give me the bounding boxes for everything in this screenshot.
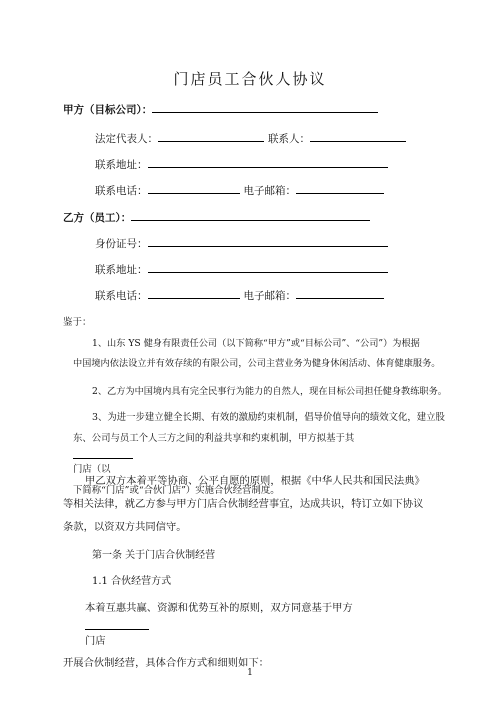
intro-line-3: 条款，以资双方共同信守。 xyxy=(63,521,187,533)
party-b-address-row xyxy=(95,262,388,277)
clause-1-line-2: 中国境内依法设立并有效存续的有限公司，公司主营业务为健身休闲活动、体育健康服务。 xyxy=(73,358,441,369)
clause-1-line-1: 1、山东 YS 健身有限责任公司（以下简称“甲方”或“目标公司”、“公司”）为根据 xyxy=(92,338,420,349)
party-b-label: 乙方（员工）： xyxy=(63,212,132,224)
party-b-email-blank xyxy=(296,288,384,299)
party-a-address-label: 联系地址： xyxy=(95,159,148,171)
intro-line-1: 甲乙双方本着平等协商、公平自愿的原则，根据《中华人民共和国民法典》 xyxy=(85,475,425,487)
page-number: 1 xyxy=(247,668,253,678)
party-b-address-blank xyxy=(148,262,388,273)
clause-3-line-3: 下简称“门店”或“合伙门店”）实施合伙经营制度。 xyxy=(73,485,280,496)
clause-2-line-1: 2、乙方为中国境内具有完全民事行为能力的自然人，现在目标公司担任健身教练职务。 xyxy=(92,386,447,397)
party-b-phone-blank xyxy=(148,288,240,299)
intro-line-2: 等相关法律，就乙方参与甲方门店合伙制经营事宜，达成共识，特订立如下协议 xyxy=(63,498,424,510)
party-b-id-row xyxy=(95,236,388,251)
intro-paragraph xyxy=(63,470,425,539)
party-b-email-label: 电子邮箱： xyxy=(243,290,296,302)
body-line-2: 开展合伙制经营，具体合作方式和细则如下： xyxy=(63,657,269,669)
party-a-address-blank xyxy=(148,157,388,168)
party-a-rep-blank xyxy=(158,131,264,142)
party-a-phone-blank xyxy=(148,183,240,194)
body-line-1-prefix: 本着互惠共赢、资源和优势互补的原则，双方同意基于甲方 xyxy=(85,602,353,614)
party-a-contact-blank xyxy=(310,131,406,142)
clause-1 xyxy=(73,334,441,374)
party-b-phone-row xyxy=(95,288,384,303)
body-line-1-suffix: 门店 xyxy=(85,635,106,647)
party-b-phone-label: 联系电话： xyxy=(95,290,148,302)
section-1-1-heading: 1.1 合伙经营方式 xyxy=(92,576,172,587)
section-1-1-body xyxy=(63,597,353,674)
clause-3-store-blank xyxy=(73,449,133,459)
party-a-row xyxy=(63,102,378,117)
whereas-heading: 鉴于： xyxy=(63,317,92,328)
party-a-rep-label: 法定代表人： xyxy=(95,133,158,145)
party-a-rep-row xyxy=(95,131,406,146)
clause-2 xyxy=(92,382,447,402)
party-a-label: 甲方（目标公司）： xyxy=(63,104,153,116)
party-a-name-blank xyxy=(152,102,378,113)
party-a-phone-label: 联系电话： xyxy=(95,185,148,197)
clause-3-line-1: 3、为进一步建立健全长期、有效的激励约束机制，倡导价值导向的绩效文化，建立股 xyxy=(92,412,445,423)
party-b-id-blank xyxy=(148,236,388,247)
party-a-contact-label: 联系人： xyxy=(268,133,310,145)
agreement-title: 门店员工合伙人协议 xyxy=(173,70,327,88)
article-1-heading: 第一条 关于门店合伙制经营 xyxy=(92,550,216,561)
party-a-email-label: 电子邮箱： xyxy=(243,185,296,197)
party-b-id-label: 身份证号： xyxy=(95,238,148,250)
party-b-name-blank xyxy=(131,210,370,221)
party-b-address-label: 联系地址： xyxy=(95,264,148,276)
party-a-email-blank xyxy=(296,183,384,194)
party-b-row xyxy=(63,210,370,225)
clause-3-line-2-suffix: 门店（以 xyxy=(73,464,111,475)
party-a-phone-row xyxy=(95,183,384,198)
body-store-blank xyxy=(85,619,149,630)
clause-3-line-2-prefix: 东、公司与员工个人三方之间的利益共享和约束机制，甲方拟基于其 xyxy=(73,433,355,444)
party-a-address-row xyxy=(95,157,388,172)
